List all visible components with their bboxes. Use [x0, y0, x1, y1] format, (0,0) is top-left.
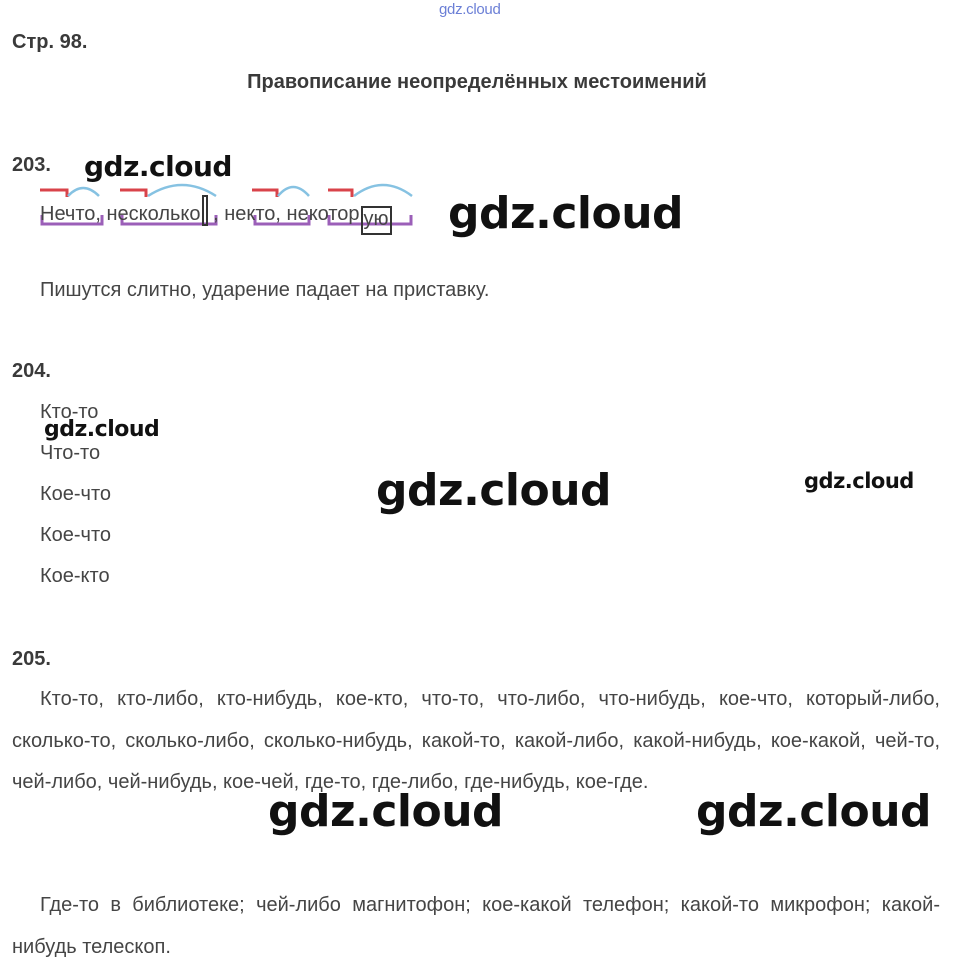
word-neskolko: несколько [106, 203, 201, 225]
exercise-205-text-2: Где-то в библиотеке; чей-либо магнитофон; кое-какой телефон; какой-то микрофон; какой-нибудь телескоп. [12, 894, 940, 958]
word-nechto: Нечто [40, 203, 96, 225]
exercise-205-paragraph-1 [12, 679, 940, 804]
ending-box: ую [361, 206, 392, 235]
watermark: gdz.cloud [448, 188, 684, 239]
word-nekto: некто [224, 203, 276, 225]
list-item: Кое-кто [40, 565, 110, 587]
page-title: Правописание неопределённых местоимений [247, 71, 707, 93]
comma: , [207, 203, 225, 225]
exercise-204-number: 204. [12, 360, 51, 382]
exercise-205-paragraph-2 [12, 885, 940, 968]
list-item: Кое-что [40, 524, 112, 546]
list-item: Что-то [40, 442, 101, 464]
exercise-203-words [40, 195, 392, 235]
exercise-205-text: Кто-то, кто-либо, кто-нибудь, кое-кто, что-то, что-либо, что-нибудь, кое-что, который-либо, сколько-то, сколько-либо, сколько-нибудь, какой-то, какой-либо, какой-нибудь, кое-какой, чей-то, чей-либо, чей-нибудь, кое-чей, где-то, где-либо, где-нибудь, кое-где. [12, 688, 940, 793]
page-label: Стр. 98. [12, 31, 88, 53]
comma: , [95, 203, 107, 225]
watermark: gdz.cloud [804, 469, 914, 493]
watermark: gdz.cloud [268, 786, 504, 837]
watermark: gdz.cloud [696, 786, 932, 837]
exercise-205-number: 205. [12, 648, 51, 670]
watermark: gdz.cloud [84, 150, 232, 183]
word-nekotor-stem: некотор [286, 203, 360, 225]
list-item: Кто-то [40, 401, 99, 423]
list-item: Кое-что [40, 483, 112, 505]
exercise-203-number: 203. [12, 154, 51, 176]
watermark: gdz.cloud [376, 465, 612, 516]
watermark-top: gdz.cloud [439, 1, 501, 18]
watermark: gdz.cloud [44, 417, 160, 442]
comma: , [275, 203, 287, 225]
exercise-203-note: Пишутся слитно, ударение падает на приставку. [40, 279, 490, 301]
